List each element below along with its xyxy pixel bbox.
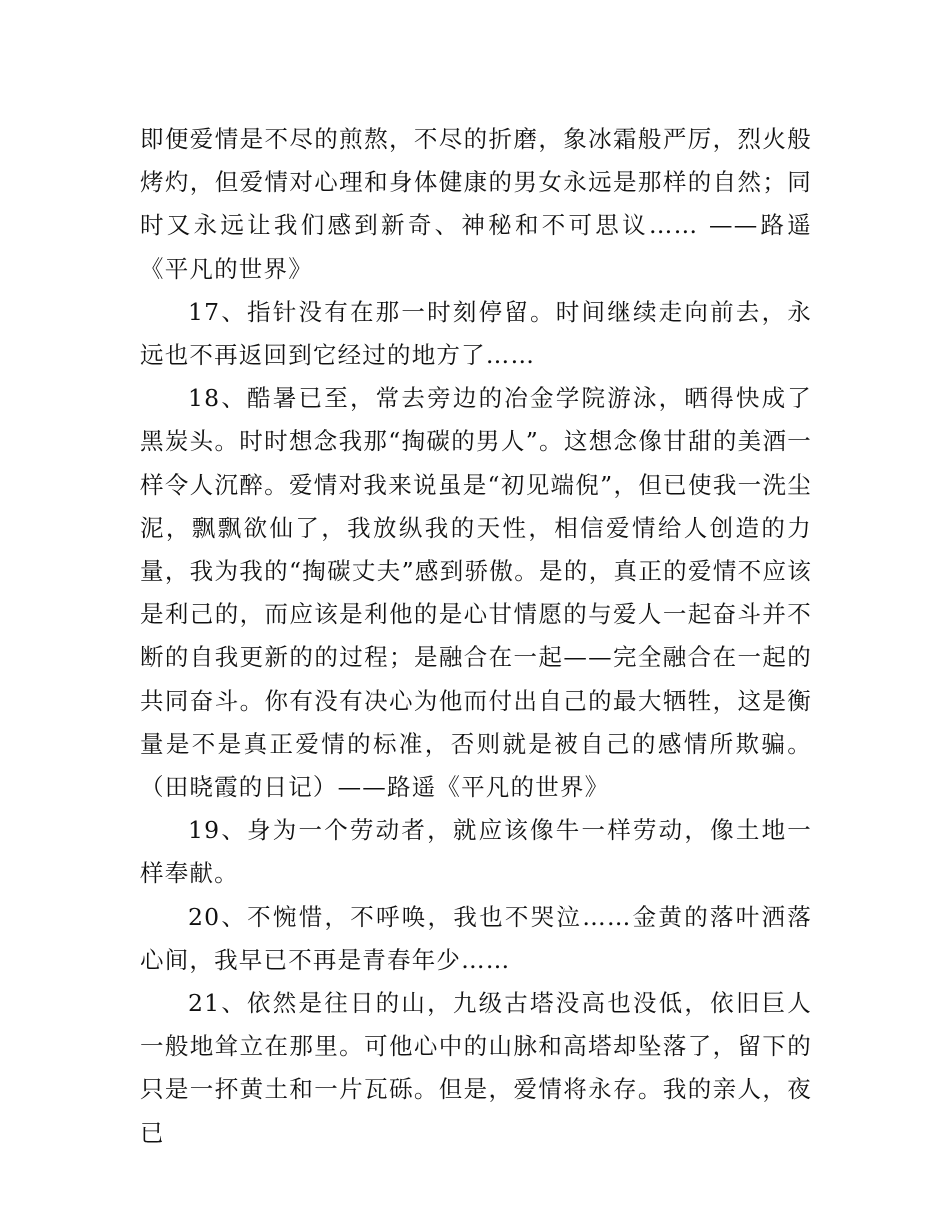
paragraph-quote-19: 19、身为一个劳动者，就应该像牛一样劳动，像土地一样奉献。 (140, 816, 812, 888)
document-page (140, 118, 812, 1155)
paragraph-quote-21: 21、依然是往日的山，九级古塔没高也没低，依旧巨人一般地耸立在那里。可他心中的山脉和高塔却坠落了，留下的只是一抔黄土和一片瓦砾。但是，爱情将永存。我的亲人，夜已 (140, 989, 812, 1147)
paragraph-quote-18: 18、酷暑已至，常去旁边的冶金学院游泳，晒得快成了黑炭头。时时想念我那“掏碳的男人”。这想念像甘甜的美酒一样令人沉醉。爱情对我来说虽是“初见端倪”，但已使我一洗尘泥，飘飘欲仙了，我放纵我的天性，相信爱情给人创造的力量，我为我的“掏碳丈夫”感到骄傲。是的，真正的爱情不应该是利己的，而应该是利他的是心甘情愿的与爱人一起奋斗并不断的自我更新的的过程；是融合在一起——完全融合在一起的共同奋斗。你有没有决心为他而付出自己的最大牺牲，这是衡量是不是真正爱情的标准，否则就是被自己的感情所欺骗。（田晓霞的日记）——路遥《平凡的世界》 (140, 384, 812, 802)
paragraph-quote-17: 17、指针没有在那一时刻停留。时间继续走向前去，永远也不再返回到它经过的地方了…… (140, 297, 812, 370)
paragraph-intro: 即便爱情是不尽的煎熬，不尽的折磨，象冰霜般严厉，烈火般烤灼，但爱情对心理和身体健康的男女永远是那样的自然；同时又永远让我们感到新奇、神秘和不可思议…… ——路遥《平凡的世界》 (140, 125, 812, 283)
paragraph-quote-20: 20、不惋惜，不呼唤，我也不哭泣……金黄的落叶洒落心间，我早已不再是青春年少…… (140, 902, 812, 974)
